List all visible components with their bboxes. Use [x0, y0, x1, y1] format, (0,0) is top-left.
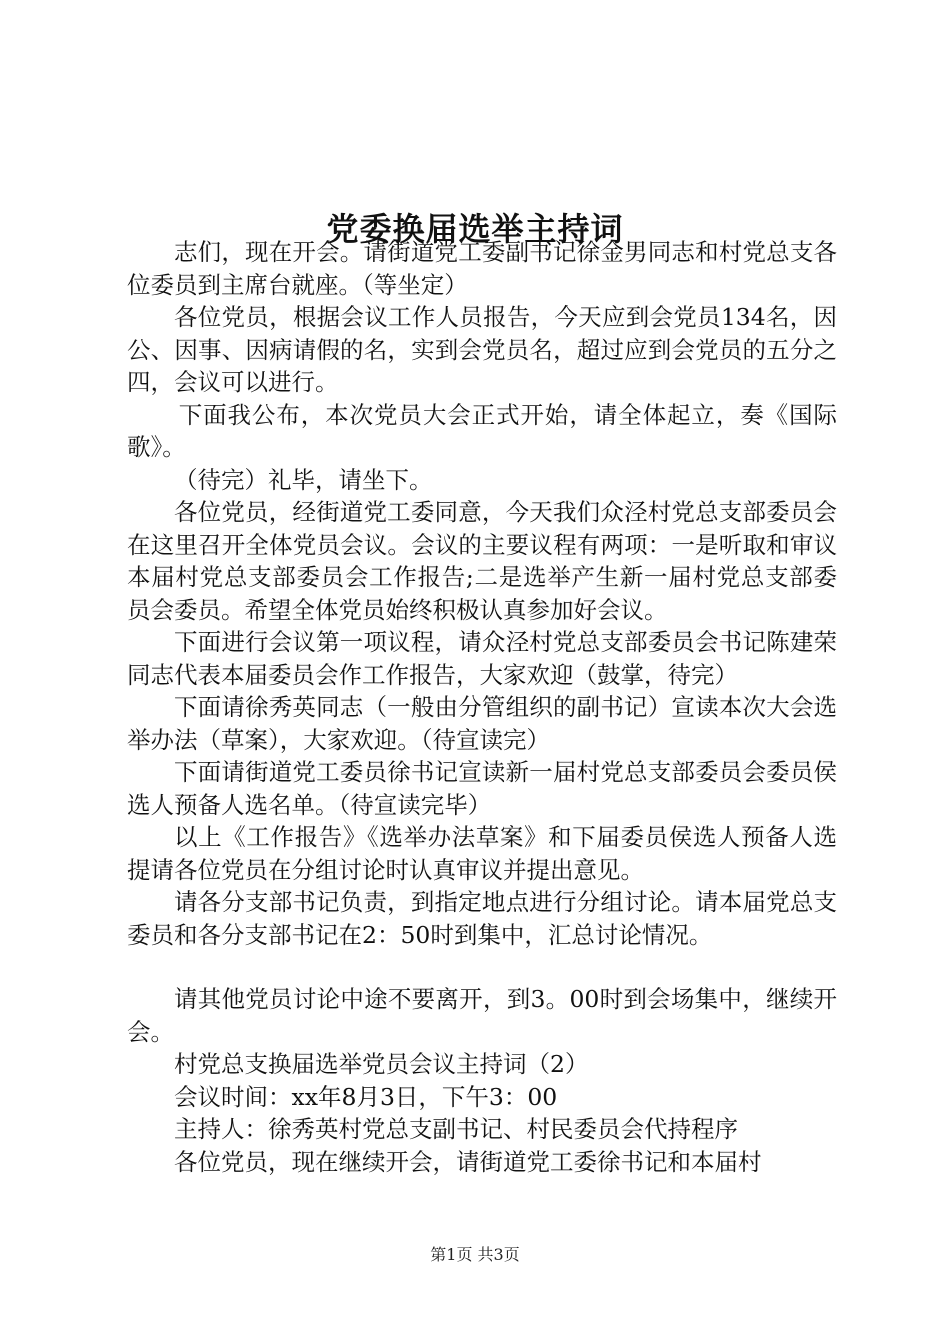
meeting-host: 主持人：徐秀英村党总支副书记、村民委员会代持程序 [174, 1115, 738, 1143]
document-title: 党委换届选举主持词 [326, 210, 624, 249]
paragraph: 下面我公布，本次党员大会正式开始，请全体起立，奏《国际歌》。 [127, 400, 837, 461]
paragraph: 志们，现在开会。请街道党工委副书记徐金男同志和村党总支各位委员到主席台就座。（等坐定） [127, 238, 837, 299]
paragraph: 下面请徐秀英同志（一般由分管组织的副书记）宣读本次大会选举办法（草案），大家欢迎。（待宣读完） [127, 693, 837, 754]
meeting-time: 会议时间：xx年8月3日，下午3：00 [174, 1082, 558, 1111]
paragraph: 以上《工作报告》《选举办法草案》和下届委员侯选人预备人选提请各位党员在分组讨论时认真审议并提出意见。 [127, 823, 837, 884]
paragraph: （待完）礼毕，请坐下。 [174, 465, 433, 494]
paragraph: 各位党员，现在继续开会，请街道党工委徐书记和本届村 [174, 1147, 762, 1176]
paragraph: 请各分支部书记负责，到指定地点进行分组讨论。请本届党总支委员和各分支部书记在2：50时到集中，汇总讨论情况。 [127, 888, 837, 949]
page-number-footer: 第1页 共3页 [430, 1245, 520, 1264]
paragraph: 下面请街道党工委员徐书记宣读新一届村党总支部委员会委员侯选人预备人选名单。（待宣读完毕） [127, 758, 837, 819]
paragraph: 请其他党员讨论中途不要离开，到3。00时到会场集中，继续开会。 [127, 985, 837, 1046]
paragraph: 下面进行会议第一项议程，请众泾村党总支部委员会书记陈建荣同志代表本届委员会作工作报告，大家欢迎（鼓掌，待完） [127, 628, 837, 689]
document-body [127, 236, 837, 1178]
paragraph: 各位党员，根据会议工作人员报告，今天应到会党员134名，因公、因事、因病请假的名，实到会党员名，超过应到会党员的五分之四，会议可以进行。 [127, 303, 837, 396]
section-heading: 村党总支换届选举党员会议主持词（2） [174, 1050, 589, 1078]
paragraph: 各位党员，经街道党工委同意，今天我们众泾村党总支部委员会在这里召开全体党员会议。会议的主要议程有两项：一是听取和审议本届村党总支部委员会工作报告;二是选举产生新一届村党总支部委员会委员。希望全体党员始终积极认真参加好会议。 [127, 498, 837, 624]
